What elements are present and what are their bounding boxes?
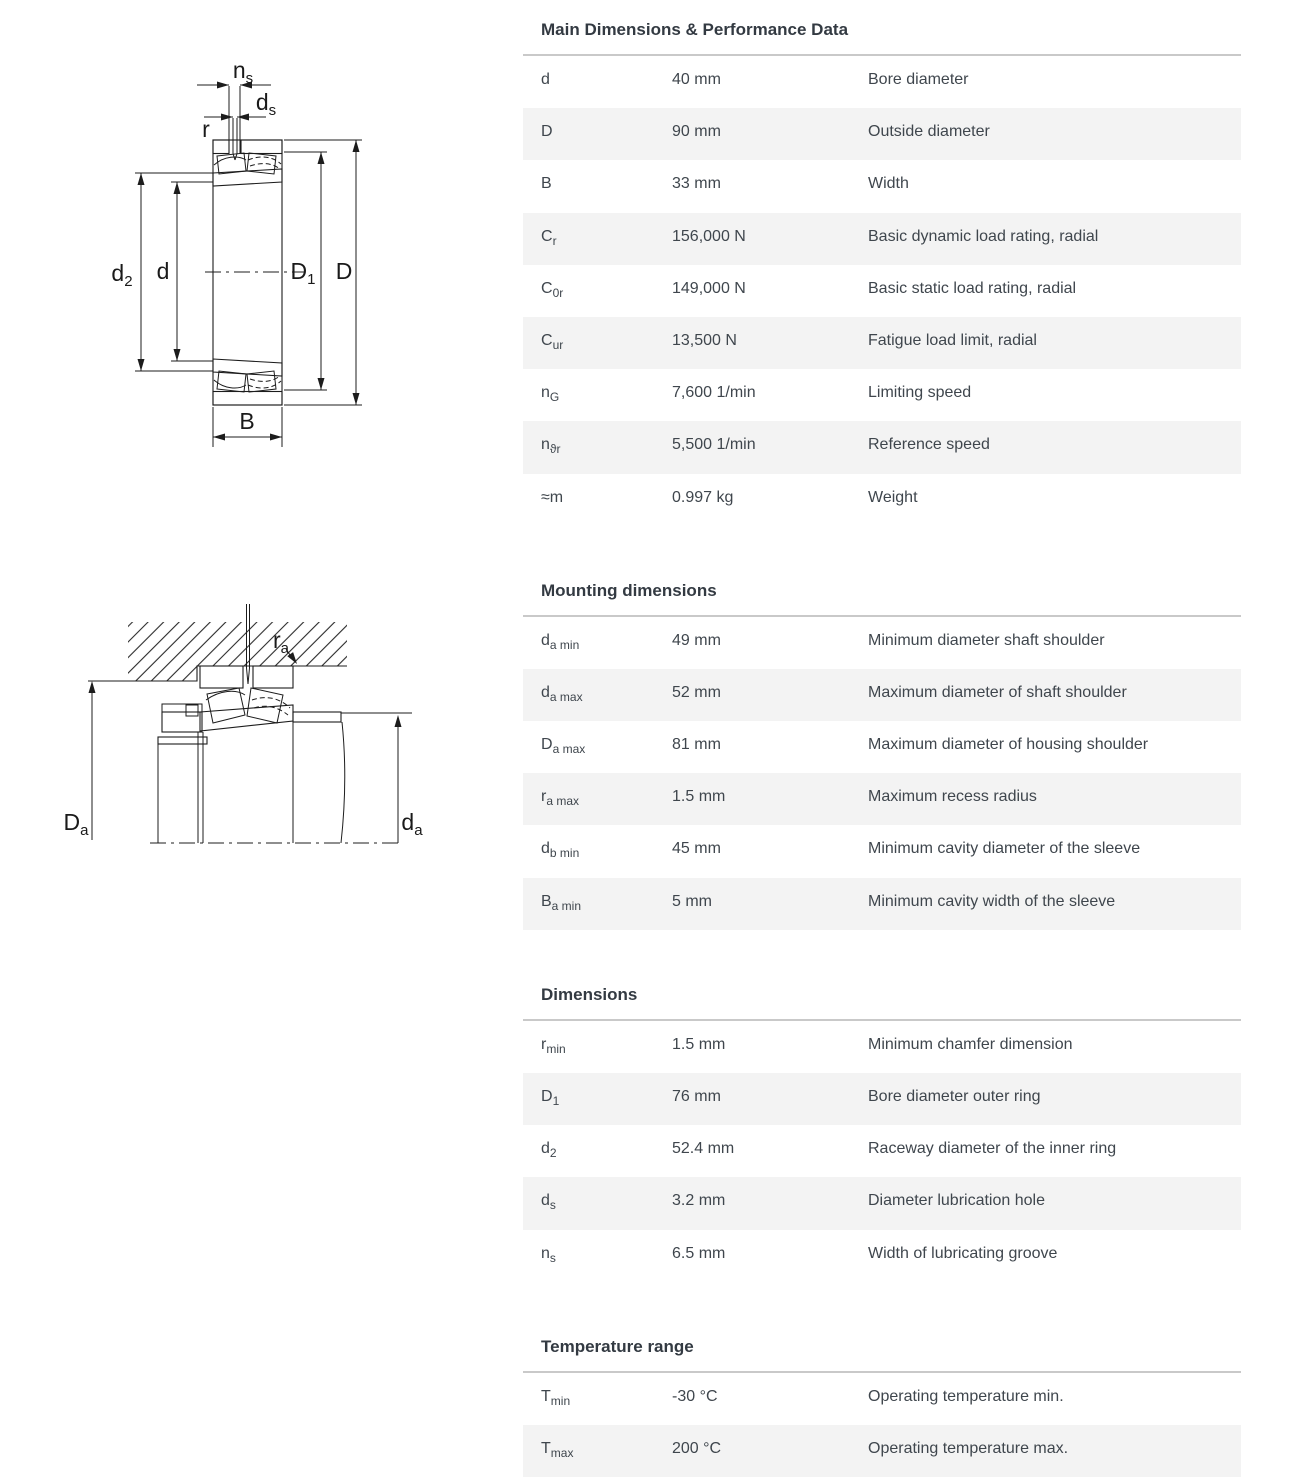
row-description: Bore diameter	[868, 71, 969, 88]
row-symbol: $B_{a min}$	[541, 892, 582, 913]
row-description: Basic static load rating, radial	[868, 279, 1077, 297]
row-value: 5 mm	[672, 892, 712, 910]
dim-label-D1: $D_1$	[290, 258, 316, 288]
table-row	[523, 617, 1241, 669]
row-description: Weight	[868, 488, 918, 506]
table-row	[523, 108, 1241, 160]
dim-label-ra: $r_a$	[272, 627, 290, 657]
row-value: 40 mm	[672, 71, 721, 88]
row-symbol: $d_s$	[541, 1192, 556, 1213]
dimension-D1	[284, 152, 327, 390]
row-value: 156,000 N	[672, 227, 746, 245]
table-row	[523, 160, 1241, 212]
row-description: Bore diameter outer ring	[868, 1088, 1041, 1105]
row-value: 13,500 N	[672, 331, 737, 349]
section-title: Mounting dimensions	[541, 580, 717, 600]
dim-label-r: r	[202, 116, 210, 142]
table-row	[523, 1230, 1241, 1282]
row-description: Minimum diameter shaft shoulder	[868, 631, 1105, 649]
row-description: Diameter lubrication hole	[868, 1192, 1045, 1210]
dim-label-d2: $d_2$	[111, 260, 133, 290]
row-value: 76 mm	[672, 1088, 721, 1105]
row-value: 149,000 N	[672, 279, 746, 297]
table-row	[523, 669, 1241, 721]
section-rows	[523, 615, 1241, 930]
table-row	[523, 825, 1241, 877]
table-row	[523, 773, 1241, 825]
row-description: Minimum cavity width of the sleeve	[868, 892, 1116, 910]
dimension-da	[395, 715, 424, 843]
row-symbol: $T_{min}$	[541, 1387, 571, 1408]
section-rows	[523, 54, 1241, 526]
dim-label-Da: $D_a$	[63, 809, 89, 839]
row-symbol: $r_{min}$	[541, 1035, 566, 1056]
row-symbol: $r_{a max}$	[541, 788, 580, 809]
section-rows	[523, 1019, 1241, 1282]
row-value: 81 mm	[672, 736, 721, 754]
row-symbol: B	[541, 175, 552, 193]
dim-label-ds: $d_s$	[255, 89, 277, 119]
table-row	[523, 265, 1241, 317]
dim-label-B: B	[239, 408, 255, 434]
shaft-shoulder	[293, 712, 412, 843]
dim-label-d: d	[156, 258, 170, 284]
row-value: 52 mm	[672, 683, 721, 701]
bearing-mounting-drawing	[64, 604, 424, 843]
row-description: Operating temperature min.	[868, 1387, 1064, 1405]
lubrication-hole	[229, 86, 240, 160]
row-description: Maximum diameter of shaft shoulder	[868, 683, 1127, 701]
outer-ring-top	[213, 140, 282, 154]
table-row	[523, 1373, 1241, 1425]
dimension-Da	[64, 681, 197, 840]
row-symbol: $d_{b min}$	[541, 840, 580, 861]
row-value: 33 mm	[672, 175, 721, 193]
row-symbol: $d_{a min}$	[541, 631, 580, 652]
table-row	[523, 1073, 1241, 1125]
row-description: Width	[868, 175, 909, 193]
row-symbol: $n_{ϑr}$	[541, 436, 561, 457]
table-row	[523, 721, 1241, 773]
inner-ring-top	[213, 169, 282, 186]
row-value: 0.997 kg	[672, 488, 734, 506]
row-symbol: $D_{a max}$	[541, 736, 586, 757]
row-value: 3.2 mm	[672, 1192, 726, 1210]
table-row	[523, 213, 1241, 265]
table-row	[523, 1125, 1241, 1177]
row-value: 7,600 1/min	[672, 384, 756, 402]
row-description: Width of lubricating groove	[868, 1244, 1058, 1262]
table-row	[523, 1021, 1241, 1073]
row-symbol: $n_s$	[541, 1244, 556, 1265]
housing-section	[128, 622, 347, 681]
table-row	[523, 56, 1241, 108]
table-row	[523, 1177, 1241, 1229]
bearing-cross-section-drawing	[111, 57, 362, 447]
row-value: 1.5 mm	[672, 788, 726, 806]
data-section	[523, 1336, 1241, 1477]
row-description: Maximum recess radius	[868, 788, 1037, 806]
dim-label-ns: $n_s$	[232, 57, 254, 87]
section-rows	[523, 1371, 1241, 1477]
technical-drawings	[0, 0, 520, 900]
data-section	[523, 984, 1241, 1282]
row-description: Minimum cavity diameter of the sleeve	[868, 840, 1141, 858]
row-symbol: $n_G$	[541, 384, 560, 405]
section-title: Dimensions	[541, 984, 638, 1004]
row-value: 52.4 mm	[672, 1140, 735, 1158]
row-symbol: $C_r$	[541, 227, 557, 248]
row-value: 90 mm	[672, 123, 721, 141]
row-value: 49 mm	[672, 631, 721, 649]
row-description: Limiting speed	[868, 384, 972, 402]
table-row	[523, 369, 1241, 421]
row-description: Fatigue load limit, radial	[868, 331, 1037, 349]
table-row	[523, 878, 1241, 930]
table-row	[523, 317, 1241, 369]
table-row	[523, 474, 1241, 526]
shaft-lines	[158, 722, 293, 843]
section-title: Temperature range	[541, 1336, 694, 1356]
section-title: Main Dimensions & Performance Data	[541, 20, 849, 39]
dimension-ns	[197, 57, 271, 89]
row-symbol: $d_2$	[541, 1140, 557, 1161]
outer-ring-bottom	[213, 392, 282, 406]
row-symbol: $d_{a max}$	[541, 683, 583, 705]
mounted-rollers	[206, 688, 290, 723]
row-description: Maximum diameter of housing shoulder	[868, 736, 1149, 754]
data-panel	[523, 0, 1241, 1477]
table-row	[523, 421, 1241, 473]
row-value: -30 °C	[672, 1387, 718, 1405]
data-section	[523, 580, 1241, 930]
row-symbol: $C_{0r}$	[541, 279, 564, 300]
row-symbol: $C_{ur}$	[541, 331, 564, 353]
row-symbol: d	[541, 71, 550, 88]
row-description: Basic dynamic load rating, radial	[868, 227, 1099, 245]
row-description: Raceway diameter of the inner ring	[868, 1140, 1117, 1158]
row-description: Outside diameter	[868, 123, 990, 141]
row-symbol: ≈m	[541, 488, 564, 506]
rollers-bottom	[214, 371, 281, 392]
row-value: 6.5 mm	[672, 1244, 726, 1262]
data-section	[523, 0, 1241, 526]
row-value: 1.5 mm	[672, 1035, 726, 1053]
row-value: 45 mm	[672, 840, 721, 858]
row-description: Minimum chamfer dimension	[868, 1035, 1073, 1053]
dim-label-da: $d_a$	[401, 809, 423, 839]
row-value: 5,500 1/min	[672, 436, 756, 454]
row-description: Reference speed	[868, 436, 990, 454]
dimension-d	[157, 182, 213, 361]
dimension-B	[213, 407, 282, 447]
dim-label-D: D	[335, 258, 353, 284]
row-symbol: $D_1$	[541, 1088, 560, 1109]
row-symbol: D	[541, 123, 553, 141]
row-value: 200 °C	[672, 1439, 722, 1457]
table-row	[523, 1425, 1241, 1477]
row-symbol: $T_{max}$	[541, 1439, 574, 1461]
row-description: Operating temperature max.	[868, 1439, 1069, 1457]
